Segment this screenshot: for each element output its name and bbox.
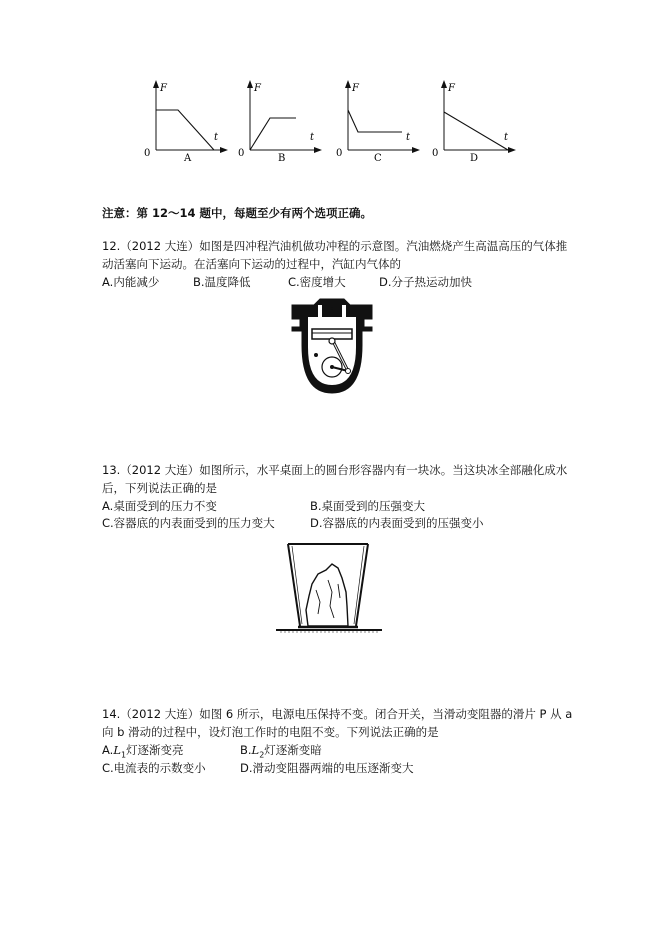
q12-option-c: C.密度增大 <box>288 275 346 289</box>
graph-d-y-label: F <box>448 83 455 94</box>
force-time-graphs <box>140 78 530 168</box>
q12-text-line2: 动活塞向下运动。在活塞向下运动的过程中，汽缸内气体的 <box>102 257 401 271</box>
q12-option-d: D.分子热运动加快 <box>379 275 473 289</box>
graph-a-y-label: F <box>160 83 167 94</box>
graph-b-origin: 0 <box>238 148 245 159</box>
graph-b <box>238 80 322 164</box>
q14-option-b-text: 灯逐渐变暗 <box>264 743 322 757</box>
container-with-ice-diagram <box>276 540 382 640</box>
graph-d-label: D <box>470 153 479 164</box>
graph-c-x-label: t <box>406 132 411 143</box>
q14-text-line1: 14.（2012 大连）如图 6 所示，电源电压保持不变。闭合开关，当滑动变阻器的滑片 P 从 a <box>102 707 573 721</box>
q14-option-a-symbol: L <box>113 743 121 757</box>
q14-option-a-prefix: A. <box>102 743 114 757</box>
graph-a-origin: 0 <box>144 148 151 159</box>
q14-option-b-prefix: B. <box>240 743 252 757</box>
graph-a-label: A <box>184 153 192 164</box>
q13-text-line1: 13.（2012 大连）如图所示，水平桌面上的圆台形容器内有一块冰。当这块冰全部融化成水 <box>102 463 568 477</box>
q12-option-a: A.内能减少 <box>102 275 160 289</box>
graph-c-label: C <box>374 153 382 164</box>
multi-answer-note: 注意：第 12～14 题中，每题至少有两个选项正确。 <box>102 206 373 220</box>
engine-power-stroke-diagram <box>290 297 374 397</box>
q13-text-line2: 后，下列说法正确的是 <box>102 481 217 495</box>
q13-option-a: A.桌面受到的压力不变 <box>102 499 217 513</box>
q12-option-b: B.温度降低 <box>193 275 251 289</box>
graph-a <box>144 80 228 164</box>
q14-option-a-text: 灯逐渐变亮 <box>126 743 184 757</box>
q14-option-c: C.电流表的示数变小 <box>102 761 206 775</box>
q14-option-b-subscript: 2 <box>259 750 265 760</box>
graph-c-origin: 0 <box>336 148 343 159</box>
graph-b-label: B <box>278 153 286 164</box>
graph-b-y-label: F <box>254 83 261 94</box>
graph-d-origin: 0 <box>432 148 439 159</box>
graph-d <box>432 80 516 164</box>
graph-a-x-label: t <box>214 132 219 143</box>
graph-c-y-label: F <box>352 83 359 94</box>
graph-d-x-label: t <box>504 132 509 143</box>
q14-option-b-symbol: L <box>251 743 260 757</box>
q13-option-d: D.容器底的内表面受到的压强变小 <box>310 516 484 530</box>
q14-text-line2: 向 b 滑动的过程中，设灯泡工作时的电阻不变。下列说法正确的是 <box>102 725 439 739</box>
q13-option-c: C.容器底的内表面受到的压力变大 <box>102 516 275 530</box>
graph-c <box>336 80 420 164</box>
q13-option-b: B.桌面受到的压强变大 <box>310 499 426 513</box>
q12-text-line1: 12.（2012 大连）如图是四冲程汽油机做功冲程的示意图。汽油燃烧产生高温高压的气体推 <box>102 239 568 253</box>
q14-option-a-subscript: 1 <box>120 750 127 760</box>
graph-b-x-label: t <box>310 132 315 143</box>
q14-option-d: D.滑动变阻器两端的电压逐渐变大 <box>240 761 414 775</box>
